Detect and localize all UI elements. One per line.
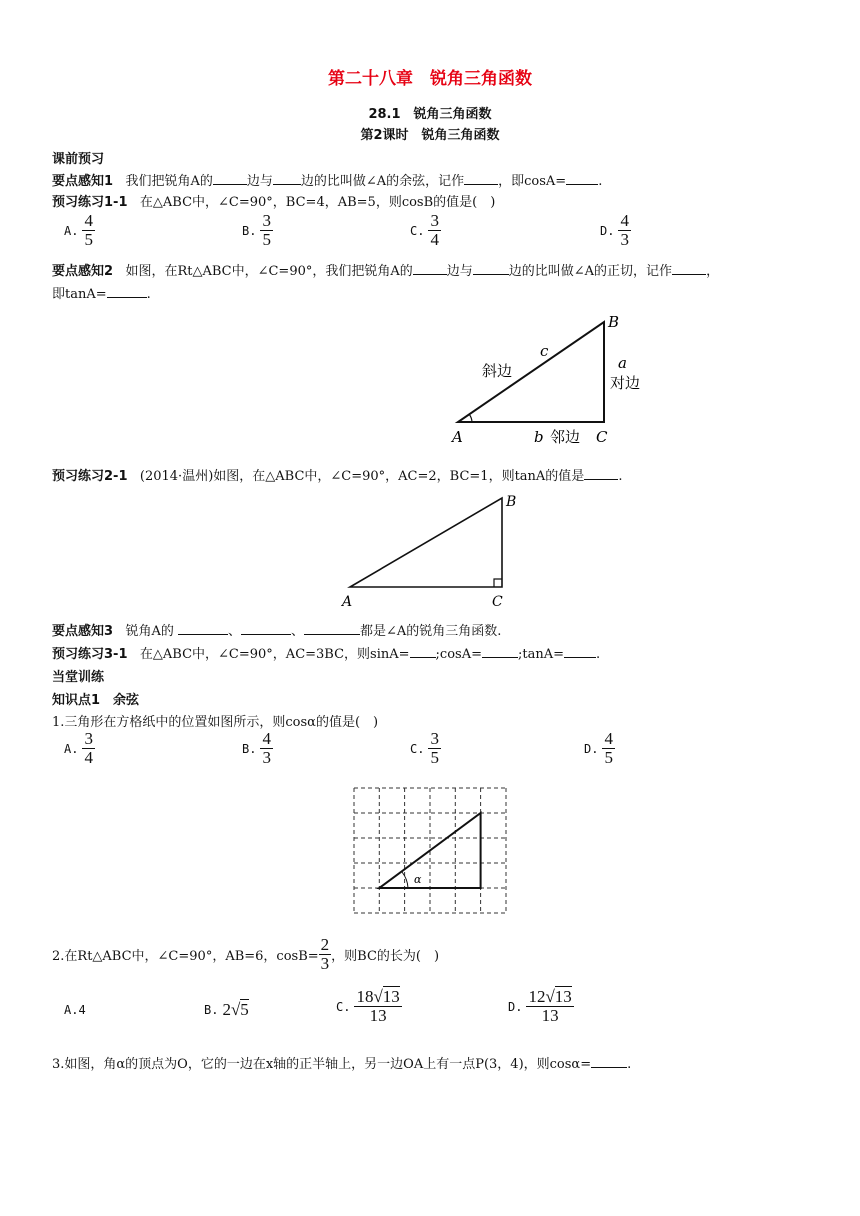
blank[interactable] xyxy=(178,620,228,635)
chapter-title: 第二十八章 锐角三角函数 xyxy=(328,69,532,89)
ex11-option-b[interactable]: B. $\frac{3}{5}$ xyxy=(242,211,271,249)
ex11-option-a[interactable]: A. $\frac{4}{5}$ xyxy=(64,211,93,249)
q2-option-a[interactable]: A.4 xyxy=(64,1003,86,1017)
blank[interactable] xyxy=(304,620,360,635)
triangle-figure-1 xyxy=(450,310,650,446)
side-c-label: c xyxy=(540,342,549,360)
preview-heading: 课前预习 xyxy=(52,152,105,167)
ex11-option-d[interactable]: D. $\frac{4}{3}$ xyxy=(600,211,629,249)
exercise-1-1: 预习练习1-1 在△ABC中，∠C=90°，BC=4，AB=5，则cosB的值是( ) xyxy=(52,195,496,210)
right-angle-mark xyxy=(494,579,502,587)
knowledge-point-1: 知识点1 余弦 xyxy=(52,693,140,708)
question-1: 1.三角形在方格纸中的位置如图所示，则cosα的值是( ) xyxy=(52,715,379,730)
key-point-2: 要点感知2 如图，在Rt△ABC中，∠C=90°，我们把锐角A的 边与 边的比叫做∠A的正切，记作 ， xyxy=(52,260,719,279)
blank[interactable] xyxy=(591,1053,627,1068)
hypotenuse-label: 斜边 xyxy=(482,362,513,380)
grid-figure xyxy=(350,784,512,920)
ex11-option-c[interactable]: C. $\frac{3}{4}$ xyxy=(410,211,439,249)
vertex-c: C xyxy=(492,594,503,610)
key-point-2-line2: 即tanA= . xyxy=(52,283,151,302)
q1-option-b[interactable]: B. $\frac{4}{3}$ xyxy=(242,729,271,767)
class-training-heading: 当堂训练 xyxy=(52,670,105,685)
blank[interactable] xyxy=(107,283,147,298)
q2-option-d[interactable]: D. $\frac{12√13}{13}$ xyxy=(508,987,572,1025)
blank[interactable] xyxy=(241,620,291,635)
blank[interactable] xyxy=(584,465,618,480)
blank[interactable] xyxy=(464,170,498,185)
blank[interactable] xyxy=(672,260,706,275)
q1-option-c[interactable]: C. $\frac{3}{5}$ xyxy=(410,729,439,767)
blank[interactable] xyxy=(564,643,596,658)
q2-option-b[interactable]: B. 2√5 xyxy=(204,1000,249,1019)
q1-option-d[interactable]: D. $\frac{4}{5}$ xyxy=(584,729,613,767)
vertex-c: C xyxy=(596,428,608,446)
question-2: 2.在Rt△ABC中，∠C=90°，AB=6，cosB= $\frac{2}{3}$ ，则BC的长为( ) xyxy=(52,935,440,973)
blank[interactable] xyxy=(273,170,301,185)
lesson-title: 第2课时 锐角三角函数 xyxy=(360,128,500,143)
blank[interactable] xyxy=(410,643,436,658)
blank[interactable] xyxy=(566,170,598,185)
blank[interactable] xyxy=(482,643,518,658)
blank[interactable] xyxy=(213,170,247,185)
q2-option-c[interactable]: C. $\frac{18√13}{13}$ xyxy=(336,987,400,1025)
blank[interactable] xyxy=(413,260,447,275)
section-title: 28.1 锐角三角函数 xyxy=(368,107,492,122)
angle-arc xyxy=(469,414,472,422)
blank[interactable] xyxy=(473,260,509,275)
side-b-label: b xyxy=(534,428,544,446)
triangle-shape xyxy=(458,322,604,422)
q1-option-a[interactable]: A. $\frac{3}{4}$ xyxy=(64,729,93,767)
alpha-label: α xyxy=(414,873,422,886)
exercise-3-1: 预习练习3-1 在△ABC中，∠C=90°，AC=3BC，则sinA= ;cosA= ;tanA= . xyxy=(52,643,600,662)
key-point-1: 要点感知1 我们把锐角A的 边与 边的比叫做∠A的余弦，记作 ，即cosA= . xyxy=(52,170,602,189)
triangle-figure-2 xyxy=(338,488,528,614)
key-point-3: 要点感知3 锐角A的 、 、 都是∠A的锐角三角函数. xyxy=(52,620,501,639)
question-3: 3.如图，角α的顶点为O，它的一边在x轴的正半轴上，另一边OA上有一点P(3，4)，则cosα= . xyxy=(52,1053,631,1072)
vertex-a: A xyxy=(342,594,353,610)
key-point-1-label: 要点感知1 xyxy=(52,174,114,189)
vertex-b: B xyxy=(506,494,517,510)
triangle-shape xyxy=(350,498,502,587)
opposite-label: 对边 xyxy=(610,374,641,392)
side-a-label: a xyxy=(618,354,627,372)
vertex-a: A xyxy=(452,428,463,446)
adjacent-label: 邻边 xyxy=(550,428,581,446)
vertex-b: B xyxy=(608,313,620,331)
exercise-2-1: 预习练习2-1 (2014·温州)如图，在△ABC中，∠C=90°，AC=2，BC=1，则tanA的值是 . xyxy=(52,465,622,484)
